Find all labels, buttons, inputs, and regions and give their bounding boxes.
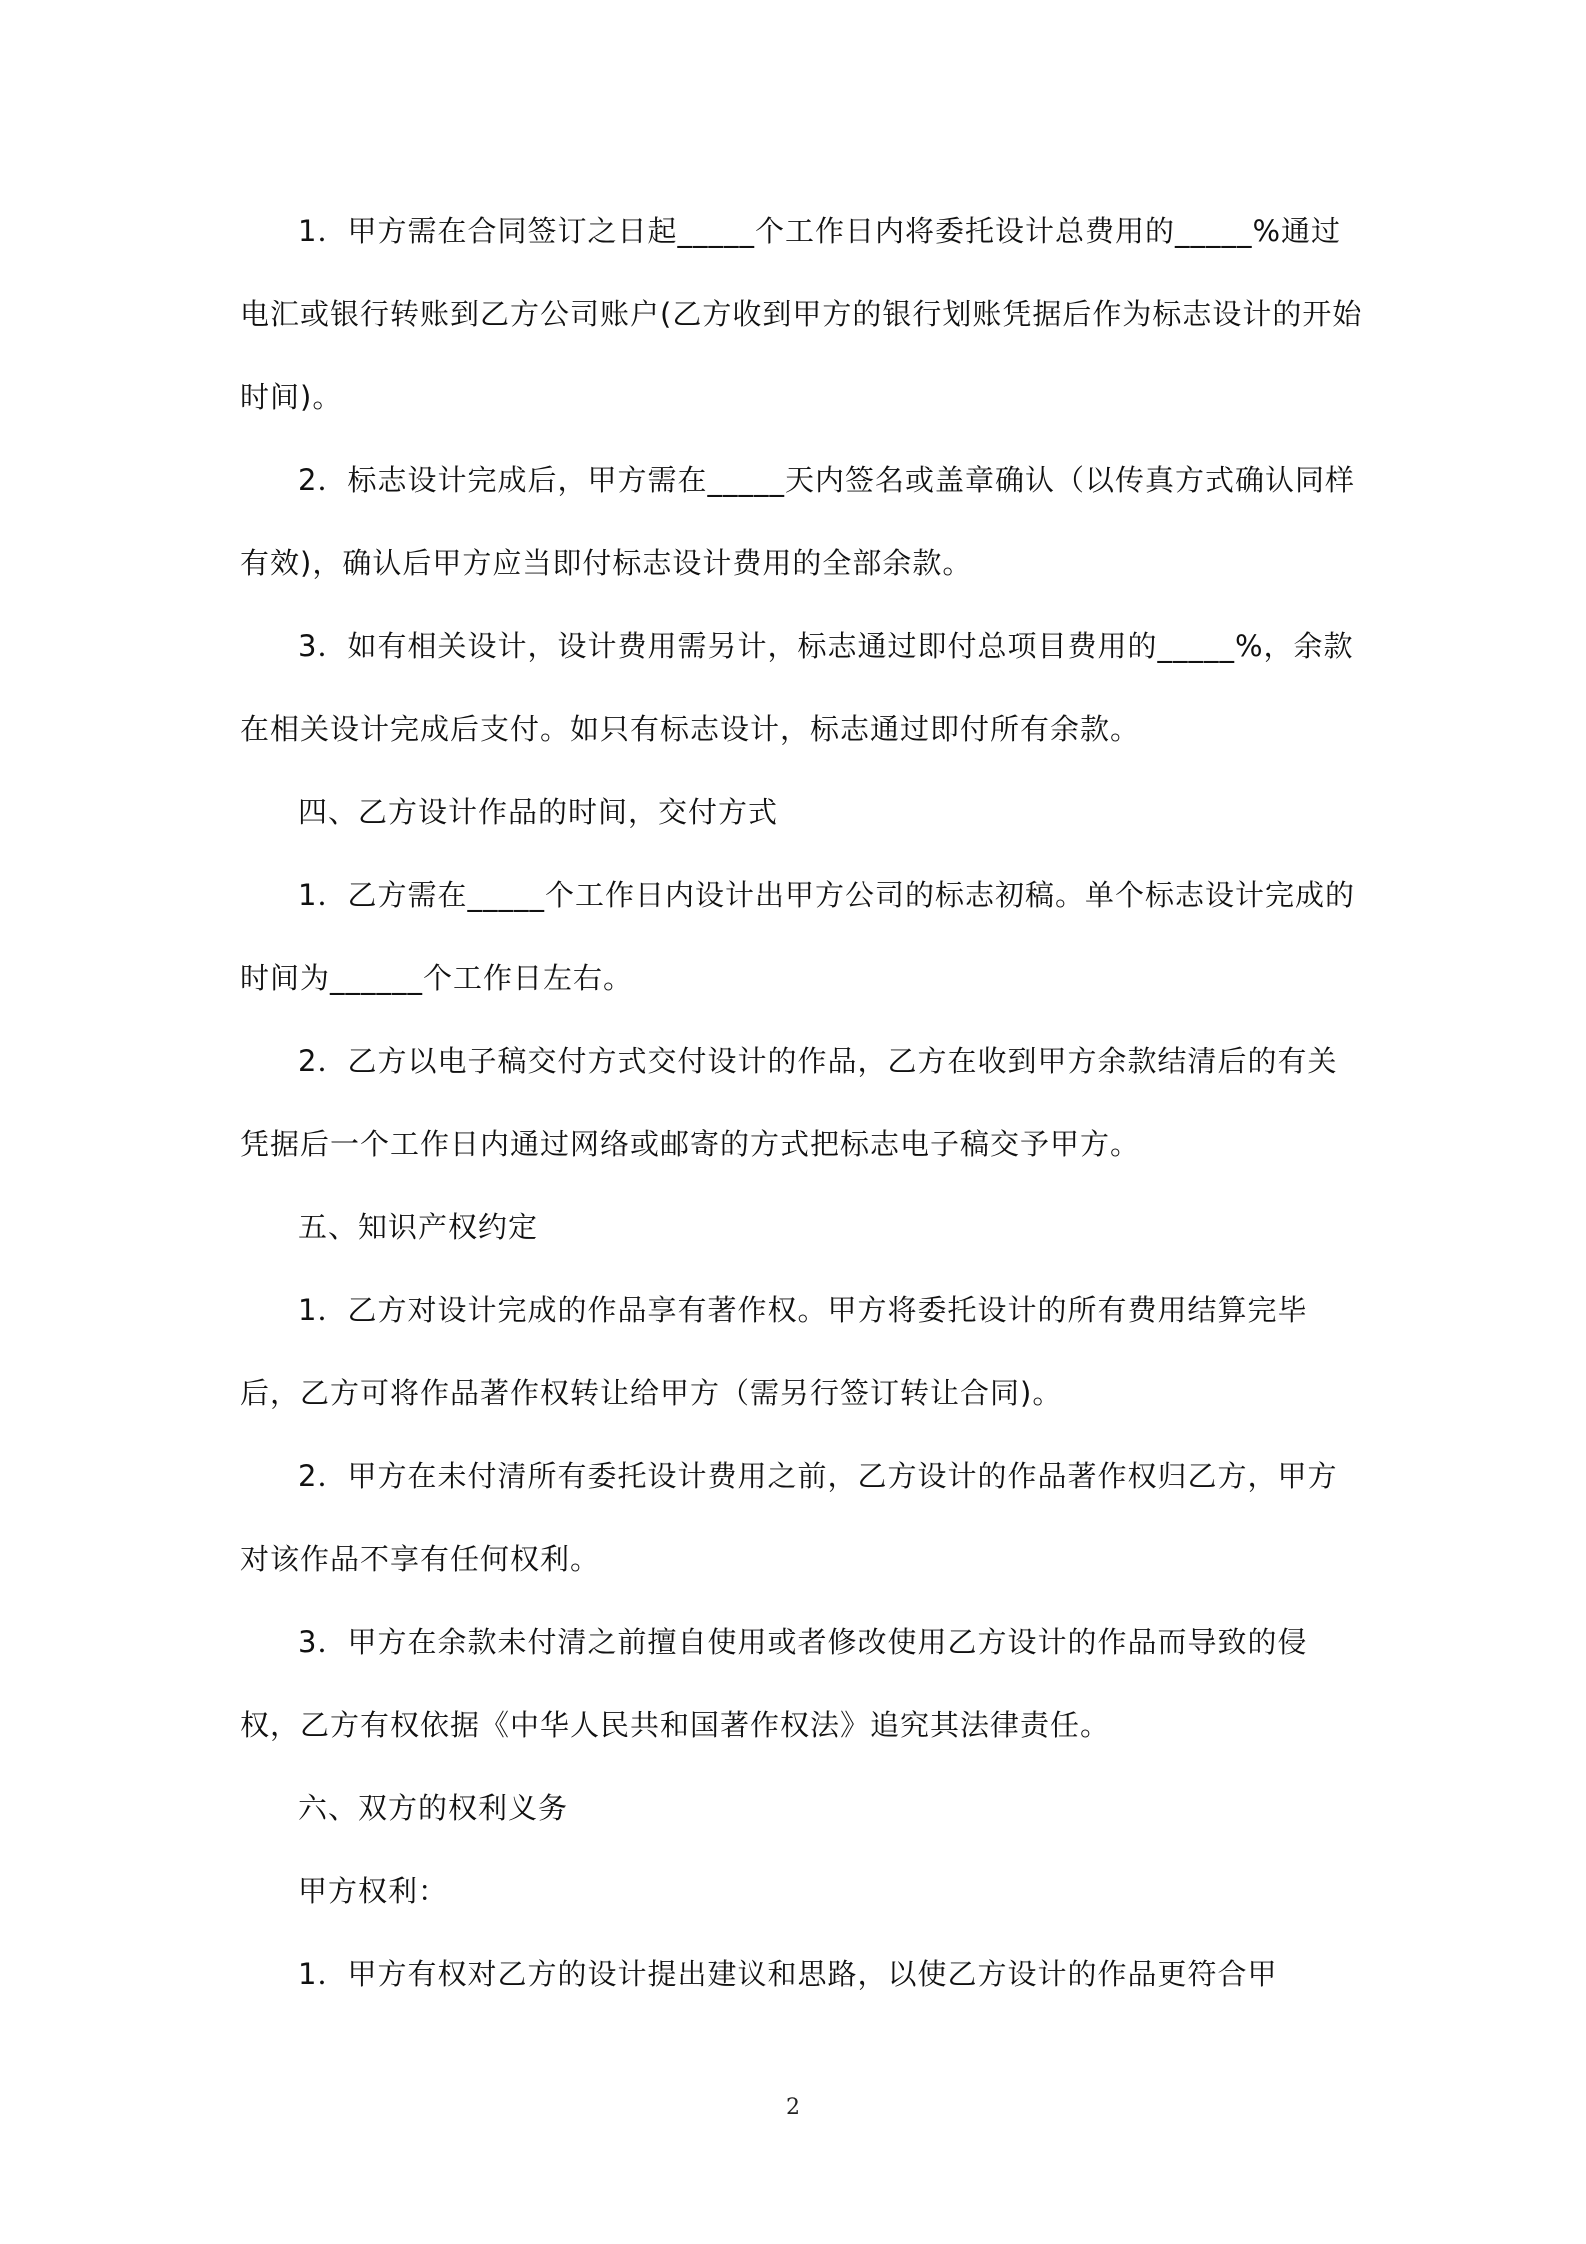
paragraph-payment-term-3: 3．如有相关设计，设计费用需另计，标志通过即付总项目费用的_____%，余款在相关设计完成后支付。如只有标志设计，标志通过即付所有余款。 bbox=[240, 629, 1354, 746]
paragraph-delivery-term-1: 1．乙方需在_____个工作日内设计出甲方公司的标志初稿。单个标志设计完成的时间为______个工作日左右。 bbox=[240, 878, 1355, 995]
paragraph-party-a-right-1: 1．甲方有权对乙方的设计提出建议和思路，以使乙方设计的作品更符合甲 bbox=[298, 1957, 1278, 1991]
section-heading-delivery: 四、乙方设计作品的时间，交付方式 bbox=[298, 795, 779, 829]
page-number: 2 bbox=[786, 2095, 800, 2120]
paragraph-ip-term-2: 2．甲方在未付清所有委托设计费用之前，乙方设计的作品著作权归乙方，甲方对该作品不享有任何权利。 bbox=[240, 1459, 1338, 1576]
paragraph-ip-term-1: 1．乙方对设计完成的作品享有著作权。甲方将委托设计的所有费用结算完毕后，乙方可将作品著作权转让给甲方（需另行签订转让合同)。 bbox=[240, 1293, 1308, 1410]
section-heading-ip: 五、知识产权约定 bbox=[298, 1210, 539, 1244]
subheading-party-a-rights: 甲方权利： bbox=[298, 1874, 449, 1908]
paragraph-payment-term-2: 2．标志设计完成后，甲方需在_____天内签名或盖章确认（以传真方式确认同样有效)，确认后甲方应当即付标志设计费用的全部余款。 bbox=[240, 463, 1355, 580]
section-heading-rights: 六、双方的权利义务 bbox=[298, 1791, 569, 1825]
paragraph-payment-term-1: 1．甲方需在合同签订之日起_____个工作日内将委托设计总费用的_____%通过电汇或银行转账到乙方公司账户(乙方收到甲方的银行划账凭据后作为标志设计的开始时间)。 bbox=[240, 214, 1363, 414]
document-body bbox=[240, 190, 1365, 2016]
paragraph-delivery-term-2: 2．乙方以电子稿交付方式交付设计的作品，乙方在收到甲方余款结清后的有关凭据后一个工作日内通过网络或邮寄的方式把标志电子稿交予甲方。 bbox=[240, 1044, 1338, 1161]
paragraph-ip-term-3: 3．甲方在余款未付清之前擅自使用或者修改使用乙方设计的作品而导致的侵权，乙方有权依据《中华人民共和国著作权法》追究其法律责任。 bbox=[240, 1625, 1308, 1742]
